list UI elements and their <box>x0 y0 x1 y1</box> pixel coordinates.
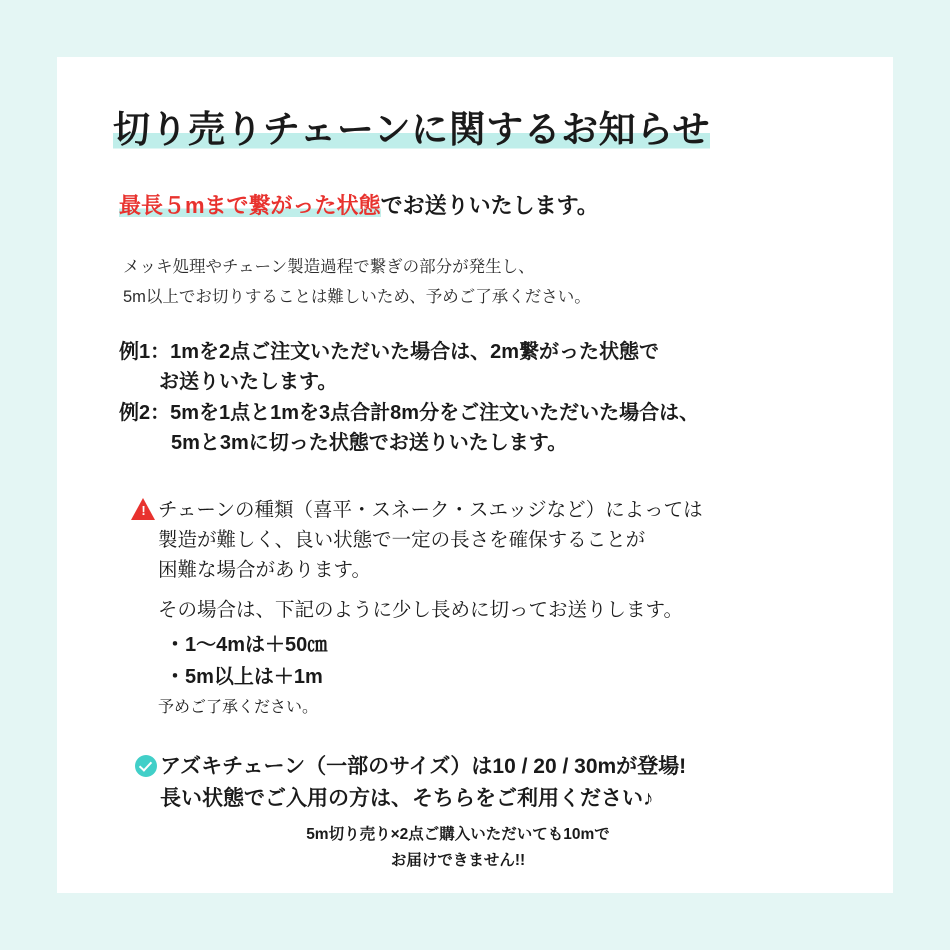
warning-bullet-2: ・5m以上は＋1m <box>165 666 323 689</box>
warning-line-2: 製造が難しく、良い状態で一定の長さを確保することが <box>158 528 646 551</box>
final-small-line-2: お届けできません!! <box>390 851 526 869</box>
warning-first-line <box>131 495 841 525</box>
example-1-line-1: 例1：1mを2点ご注文いただいた場合は、2m繋がった状態で <box>119 340 660 363</box>
lead-rest: でお送りいたします。 <box>380 192 599 218</box>
warning-tail: 予めご了承ください。 <box>158 699 319 717</box>
lead-statement <box>119 189 841 222</box>
warning-bullets <box>131 629 841 693</box>
final-block <box>135 751 841 873</box>
example-1-line-2: お送りいたします。 <box>159 371 338 394</box>
warning-line-4: その場合は、下記のように少し長めに切ってお送りします。 <box>158 599 683 622</box>
example-2-line-2: 5mと3mに切った状態でお送りいたします。 <box>171 432 568 455</box>
final-line-1: アズキチェーン（一部のサイズ）は10 / 20 / 30mが登場! <box>160 755 687 778</box>
lead-highlight: 最長５mまで繋がった状態 <box>119 192 381 218</box>
example-2-line-1: 例2：5mを1点と1mを3点合計8m分をご注文いただいた場合は、 <box>119 401 700 424</box>
final-line-2: 長い状態でご入用の方は、そちらをご利用ください♪ <box>160 786 654 810</box>
examples-block <box>119 337 841 459</box>
warning-line-1: チェーンの種類（喜平・スネーク・スエッジなど）によっては <box>158 498 703 521</box>
note-line-1: メッキ処理やチェーン製造過程で繋ぎの部分が発生し、 <box>123 257 535 276</box>
notice-content <box>57 57 893 893</box>
warning-line-3: 困難な場合があります。 <box>158 558 371 581</box>
warning-bullet-1: ・1〜4mは＋50㎝ <box>165 634 328 657</box>
notice-card <box>57 57 893 893</box>
warning-triangle-icon: ! <box>131 498 156 520</box>
note-paragraph <box>123 252 841 313</box>
final-first-line <box>135 751 841 783</box>
page-title <box>113 105 841 155</box>
check-circle-icon <box>135 755 157 777</box>
note-line-2: 5m以上でお切りすることは難しいため、予めご了承ください。 <box>123 288 591 307</box>
final-small-note <box>135 822 841 873</box>
final-small-line-1: 5m切り売り×2点ご購入いただいても10mで <box>306 826 610 843</box>
warning-block <box>131 495 841 721</box>
page-title-text: 切り売りチェーンに関するお知らせ <box>113 109 711 150</box>
